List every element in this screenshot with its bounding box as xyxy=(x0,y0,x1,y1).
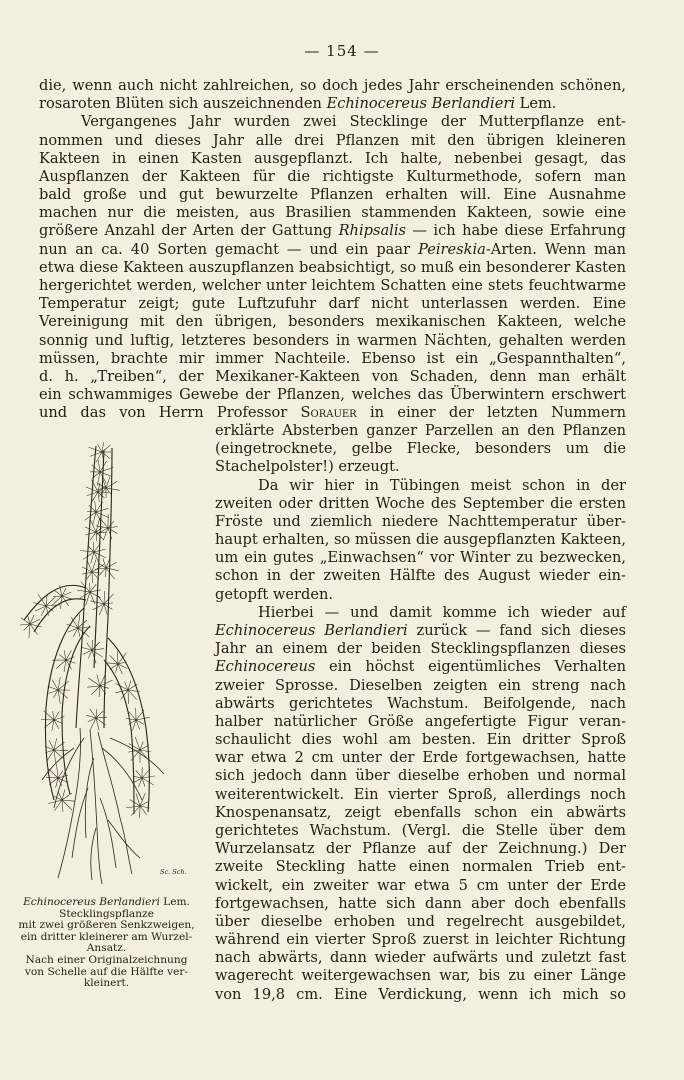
text-line xyxy=(215,748,626,767)
spine-mark xyxy=(93,542,94,552)
spine-mark xyxy=(62,800,72,810)
text-line xyxy=(39,403,626,422)
text-run: abwärts gerichtetes Wachstum. Beifolgende, nach xyxy=(215,694,626,712)
spine-mark xyxy=(66,650,71,660)
text-line xyxy=(215,821,626,840)
drawing-stroke xyxy=(110,738,164,774)
spine-mark xyxy=(58,690,60,704)
caption-line: ein dritter kleinerer am Wurzel- xyxy=(20,930,193,943)
text-run: Vereinigung mit den übrigen, besonders mexikanischen Kakteen, welche xyxy=(39,313,626,331)
text-line xyxy=(39,276,626,295)
spine-mark xyxy=(95,501,96,512)
text-line xyxy=(215,839,626,858)
text-run: zweiten oder dritten Woche des September die ersten xyxy=(215,494,626,512)
spine-mark xyxy=(96,528,108,535)
spine-mark xyxy=(53,596,62,597)
caption-line: Ansatz. xyxy=(86,942,127,955)
text-line xyxy=(39,312,626,331)
spine-mark xyxy=(140,806,141,818)
spine-mark xyxy=(92,572,101,573)
text-run: müssen, brachte mir immer Nachteile. Ebenso ist ein „Gespannthalten“, xyxy=(39,349,626,367)
spine-mark xyxy=(107,663,118,664)
text-run: fortgewachsen, hatte sich dann aber doch ebenfalls xyxy=(215,894,626,912)
spine-mark xyxy=(46,777,58,778)
text-run: schon in der zweiten Hälfte des August wieder ein- xyxy=(215,567,626,585)
drawing-stroke xyxy=(108,820,140,858)
text-run: Lem. xyxy=(514,95,557,113)
text-run: weiterentwickelt. Ein vierter Sproß, allerdings noch xyxy=(215,785,626,803)
text-line xyxy=(215,494,626,513)
drawing-stroke xyxy=(108,638,149,812)
page-number: — 154 — xyxy=(304,42,380,60)
text-run: nun an ca. 40 Sorten gemacht — und ein paar xyxy=(39,240,419,258)
text-line xyxy=(39,367,626,386)
text-line xyxy=(39,76,626,95)
text-line xyxy=(39,167,626,186)
spine-mark xyxy=(92,604,104,610)
spine-mark xyxy=(20,624,30,625)
spine-mark xyxy=(85,527,96,532)
spine-mark xyxy=(103,528,108,540)
spine-mark xyxy=(92,572,93,583)
spine-mark xyxy=(142,776,155,778)
spine-mark xyxy=(128,690,140,692)
text-run: Wurzelansatz der Pflanze auf der Zeichnung.) Der xyxy=(215,840,626,858)
spine-mark xyxy=(96,709,97,718)
spine-mark xyxy=(128,690,137,700)
spine-mark xyxy=(87,686,100,687)
spine-mark xyxy=(52,596,62,606)
spine-mark xyxy=(91,520,97,532)
text-line xyxy=(39,203,626,222)
text-line xyxy=(215,730,626,749)
drawing-stroke xyxy=(76,446,96,728)
spine-mark xyxy=(100,472,111,476)
text-line xyxy=(39,94,626,113)
spine-mark xyxy=(92,640,93,650)
drawing-stroke xyxy=(85,758,94,838)
text-run: Stachelpolster!) erzeugt. xyxy=(215,458,400,476)
text-line xyxy=(215,457,626,476)
text-line xyxy=(39,385,626,404)
spine-mark xyxy=(131,806,140,816)
text-line xyxy=(39,221,626,240)
text-line xyxy=(81,112,626,131)
spine-mark xyxy=(87,511,96,512)
text-run: die, wenn auch nicht zahlreichen, so doch jedes Jahr erscheinenden schönen, xyxy=(39,77,626,94)
text-line xyxy=(215,548,626,567)
drawing-stroke xyxy=(102,748,142,800)
spine-mark xyxy=(57,764,59,778)
text-run: wickelt, ein zweiter war etwa 5 cm unter der Erde xyxy=(215,876,626,894)
text-line xyxy=(258,476,626,495)
text-line xyxy=(215,439,626,458)
text-line xyxy=(215,876,626,895)
text-run: haupt erhalten, so müssen die ausgepflanzten Kakteen, xyxy=(215,531,626,549)
spine-mark xyxy=(116,684,128,691)
text-run: Vergangenes Jahr wurden zwei Stecklinge der Mutterpflanze ent- xyxy=(81,113,626,131)
spine-mark xyxy=(41,606,46,616)
text-run: zurück — fand sich dieses xyxy=(407,621,626,639)
text-run: nommen und dieses Jahr alle drei Pflanzen mit den übrigen kleineren xyxy=(39,131,626,149)
spine-mark xyxy=(110,655,118,664)
spine-mark xyxy=(90,718,96,731)
text-run: wagerecht weitergewachsen war, bis zu einer Länge xyxy=(215,967,626,985)
spine-mark xyxy=(80,551,94,553)
spine-mark xyxy=(62,800,63,812)
text-line xyxy=(258,603,626,622)
text-run: Auspflanzen der Kakteen für die richtigste Kulturmethode, sofern man xyxy=(39,167,626,185)
text-run: in einer der letzten Nummern xyxy=(356,404,626,422)
text-line xyxy=(215,694,626,713)
spine-mark xyxy=(92,686,101,695)
spine-mark xyxy=(118,664,122,674)
spine-mark xyxy=(62,592,71,596)
text-run: während ein vierter Sproß zuerst in leichter Richtung xyxy=(215,931,626,949)
spine-mark xyxy=(128,690,129,704)
caption-title-suffix: Lem. xyxy=(159,896,190,908)
spine-mark xyxy=(117,651,118,664)
text-run: sonnig und luftig, letzteres besonders in warmen Nächten, gehalten werden xyxy=(39,331,626,349)
drawing-stroke xyxy=(104,660,134,814)
spine-mark xyxy=(99,568,106,575)
spine-mark xyxy=(90,592,101,598)
text-run: erklärte Absterben ganzer Parzellen an den Pflanzen xyxy=(215,422,626,439)
text-line xyxy=(215,639,626,658)
spine-mark xyxy=(106,488,120,490)
text-line xyxy=(215,512,626,531)
spine-mark xyxy=(29,624,30,638)
spine-mark xyxy=(90,592,95,604)
text-run: ein schwammiges Gewebe der Pflanzen, welches das Überwintern erschwert xyxy=(39,386,626,404)
text-line xyxy=(215,766,626,785)
spine-mark xyxy=(98,492,99,502)
italic-term: Echinocereus xyxy=(215,658,316,676)
text-run: bald große und gut bewurzelte Pflanzen erhalten will. Eine Ausnahme xyxy=(39,186,626,204)
figure-signature: Sc. Sch. xyxy=(160,868,187,876)
spine-mark xyxy=(30,619,40,624)
drawing-stroke xyxy=(100,798,116,868)
spine-mark xyxy=(89,505,96,512)
text-line xyxy=(39,258,626,277)
spine-mark xyxy=(126,719,136,721)
spine-mark xyxy=(54,750,68,751)
spine-mark xyxy=(94,552,106,558)
caption-line: von Schelle auf die Hälfte ver- xyxy=(24,965,189,978)
text-run: getopft werden. xyxy=(215,585,333,603)
text-run: schaulicht dies wohl am besten. Ein dritter Sproß xyxy=(215,731,626,749)
italic-term: Rhipsalis xyxy=(338,222,406,240)
text-line xyxy=(215,585,626,604)
text-run: Knospenansatz, zeigt ebenfalls schon ein abwärts xyxy=(215,803,626,821)
text-line xyxy=(215,657,626,676)
text-run: Fröste und ziemlich niedere Nachttemperatur über- xyxy=(215,512,626,530)
spine-mark xyxy=(96,532,97,541)
spine-mark xyxy=(54,750,56,763)
text-run: nach abwärts, dann wieder aufwärts und zuletzt fast xyxy=(215,949,626,967)
spine-mark xyxy=(35,606,46,611)
spine-mark xyxy=(68,628,78,632)
text-run: Da wir hier in Tübingen meist schon in der xyxy=(258,476,626,494)
spine-mark xyxy=(24,624,30,630)
text-line xyxy=(39,131,626,150)
text-line xyxy=(39,240,626,259)
text-run: sich jedoch dann über dieselbe erhoben und normal xyxy=(215,767,626,785)
text-run: ein höchst eigentümliches Verhalten xyxy=(315,658,626,676)
spine-mark xyxy=(78,614,80,628)
spine-mark xyxy=(96,711,103,718)
spine-mark xyxy=(88,546,94,553)
caption-title-line xyxy=(4,897,209,909)
small-caps-name: Sorauer xyxy=(300,404,357,422)
text-run: war etwa 2 cm unter der Erde fortgewachsen, hatte xyxy=(215,749,626,767)
text-line xyxy=(215,966,626,985)
spine-mark xyxy=(142,769,150,778)
text-run: machen nur die meisten, aus Brasilien stammenden Kakteen, sowie eine xyxy=(39,204,626,222)
spine-mark xyxy=(135,737,140,750)
cactus-illustration xyxy=(0,428,212,894)
italic-term: Peireskia xyxy=(418,240,486,258)
text-line xyxy=(215,985,626,1004)
text-line xyxy=(39,331,626,350)
caption-line: Nach einer Originalzeichnung xyxy=(25,953,188,966)
text-run: gerichtetes Wachstum. (Vergl. die Stelle über dem xyxy=(215,821,626,839)
text-run: halber natürlicher Größe angefertigte Figur veran- xyxy=(215,712,626,730)
spine-mark xyxy=(49,769,58,778)
spine-mark xyxy=(58,791,62,800)
text-run: etwa diese Kakteen auszupflanzen beabsichtigt, so muß ein besonderer Kasten xyxy=(39,258,626,276)
spine-mark xyxy=(92,649,104,650)
text-line xyxy=(215,894,626,913)
spine-mark xyxy=(46,597,55,606)
spine-mark xyxy=(56,660,66,669)
figure-caption xyxy=(4,897,209,990)
text-run: zweite Steckling hatte einen normalen Trieb ent- xyxy=(215,858,626,876)
text-line xyxy=(215,803,626,822)
text-run: und das von Herrn Professor xyxy=(39,404,301,422)
text-line xyxy=(215,857,626,876)
text-line xyxy=(215,785,626,804)
text-line xyxy=(39,294,626,313)
text-run: Hierbei — und damit komme ich wieder auf xyxy=(258,603,626,621)
text-run: Jahr an einem der beiden Stecklingspflanzen dieses xyxy=(215,640,626,658)
spine-mark xyxy=(78,628,91,629)
drawing-stroke xyxy=(90,730,102,884)
spine-mark xyxy=(99,604,104,615)
spine-mark xyxy=(98,492,109,493)
spine-mark xyxy=(87,561,92,572)
drawing-stroke xyxy=(91,828,96,880)
text-run: um ein gutes „Einwachsen“ vor Winter zu bezwecken, xyxy=(215,549,626,567)
caption-line: kleinert. xyxy=(83,977,130,990)
text-line xyxy=(39,349,626,368)
text-line xyxy=(215,621,626,640)
spine-mark xyxy=(92,465,100,472)
text-run: Kakteen in einen Kasten ausgepflanzt. Ich halte, nebenbei gesagt, das xyxy=(39,149,626,167)
text-line xyxy=(215,566,626,585)
text-line xyxy=(215,676,626,695)
spine-mark xyxy=(99,686,100,697)
text-run: über dieselbe erhoben und regelrecht ausgebildet, xyxy=(215,912,626,930)
text-run: — ich habe diese Erfahrung xyxy=(405,222,627,240)
text-run: Temperatur zeigt; gute Luftzufuhr darf nicht unterlassen werden. Eine xyxy=(39,295,626,313)
text-line xyxy=(215,530,626,549)
spine-mark xyxy=(64,660,66,672)
spine-mark xyxy=(100,680,113,686)
caption-title: Echinocereus Berlandieri xyxy=(23,896,160,908)
spine-mark xyxy=(49,740,54,750)
text-line xyxy=(39,185,626,204)
text-run: größere Anzahl der Arten der Gattung xyxy=(39,222,339,240)
spine-mark xyxy=(96,717,107,718)
spine-mark xyxy=(77,590,90,592)
caption-line: Stecklingspflanze xyxy=(59,907,154,920)
text-line xyxy=(215,712,626,731)
spine-mark xyxy=(140,793,145,806)
text-line xyxy=(215,930,626,949)
spine-mark xyxy=(92,642,100,650)
spine-mark xyxy=(62,800,75,801)
text-line xyxy=(39,149,626,168)
spine-mark xyxy=(129,744,140,751)
drawing-stroke xyxy=(94,450,104,668)
spine-mark xyxy=(106,562,117,568)
text-line xyxy=(215,421,626,440)
spine-mark xyxy=(126,806,140,808)
drawing-stroke xyxy=(98,732,132,874)
drawing-stroke xyxy=(54,738,84,808)
spine-mark xyxy=(98,460,100,472)
text-line xyxy=(215,912,626,931)
spine-mark xyxy=(104,591,105,604)
italic-term: Echinocereus Berlandieri xyxy=(326,95,515,113)
spine-mark xyxy=(54,750,63,758)
italic-term: Echinocereus Berlandieri xyxy=(215,621,408,639)
text-run: zweier Sprosse. Dieselben zeigten ein streng nach xyxy=(215,676,626,694)
text-run: von 19,8 cm. Eine Verdickung, wenn ich mich so xyxy=(215,985,626,1003)
text-run: rosaroten Blüten sich auszeichnenden xyxy=(39,95,327,113)
spine-mark xyxy=(30,615,34,624)
spine-mark xyxy=(46,605,60,606)
text-run: d. h. „Treiben“, der Mexikaner-Kakteen von Schaden, denn man erhält xyxy=(39,367,626,385)
text-run: (eingetrocknete, gelbe Flecke, besonders um die xyxy=(215,440,626,458)
caption-line: mit zwei größeren Senkzweigen, xyxy=(18,919,195,932)
text-run: hergerichtet werden, welcher unter leichtem Schatten eine stets feuchtwarme xyxy=(39,276,626,294)
spine-mark xyxy=(96,512,109,518)
text-line xyxy=(215,948,626,967)
text-run: -Arten. Wenn man xyxy=(485,240,626,258)
